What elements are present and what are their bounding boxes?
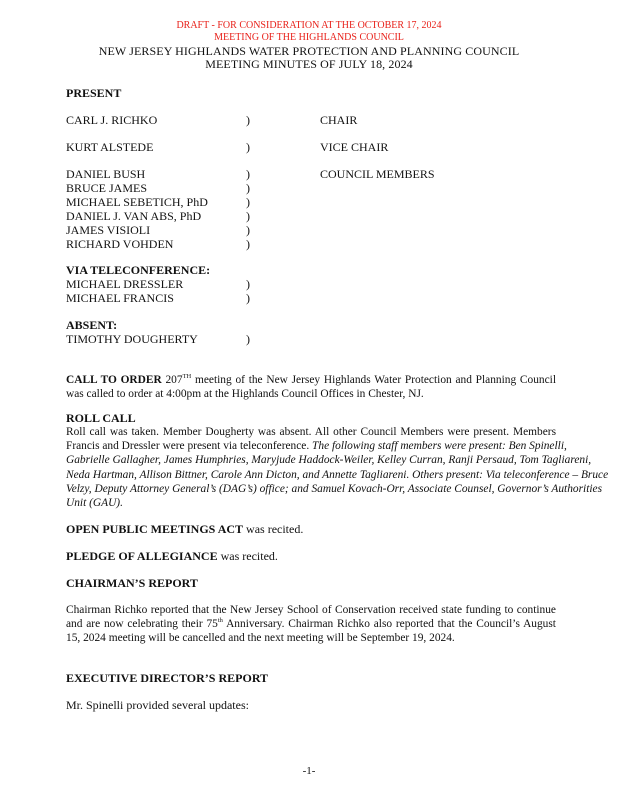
roll-call-line: Velzy, Deputy Attorney General’s (DAG’s) office; and Samuel Kovach-Orr, Associate Counsel, Governor’s Authorities xyxy=(66,482,603,495)
roll-call-paragraph xyxy=(66,425,609,510)
pledge-text: was recited. xyxy=(217,549,278,563)
bracket: ) xyxy=(246,332,250,346)
roll-call-line: Unit (GAU). xyxy=(66,497,123,510)
member-name: JAMES VISIOLI xyxy=(66,223,151,237)
member-name: RICHARD VOHDEN xyxy=(66,237,174,251)
draft-notice-line-1: DRAFT - FOR CONSIDERATION AT THE OCTOBER 17, 2024 xyxy=(176,20,442,31)
chairman-report-line: 15, 2024 meeting will be cancelled and the next meeting will be September 19, 2024. xyxy=(66,632,455,645)
bracket: ) xyxy=(246,277,250,291)
call-to-order-paragraph xyxy=(66,373,556,401)
chairman-report-text: Anniversary. Chairman Richko also reported that the Council’s August xyxy=(222,618,556,631)
chair-role: CHAIR xyxy=(320,113,358,127)
roll-call-line: Gabrielle Gallagher, James Humphries, Maryjude Haddock-Weiler, Kelley Curran, Ranji Persaud, Tom Tagliareni, xyxy=(66,454,592,467)
bracket: ) xyxy=(246,195,250,209)
teleconference-heading: VIA TELECONFERENCE: xyxy=(66,263,211,277)
bracket: ) xyxy=(246,140,250,154)
ordinal-suffix: th xyxy=(217,617,223,625)
ordinal-suffix: TH xyxy=(182,373,192,380)
roll-call-line: Neda Hartman, Allison Bittner, Carole Ann Dicton, and Annette Tagliareni. Others present: Via teleconference – Bruce xyxy=(66,468,609,481)
meeting-number: 207 xyxy=(165,374,183,386)
chairman-report-line: Chairman Richko reported that the New Jersey School of Conservation received state funding to continue xyxy=(66,604,556,616)
absent-heading: ABSENT: xyxy=(66,318,118,332)
bracket: ) xyxy=(246,181,250,195)
member-name: DANIEL J. VAN ABS, PhD xyxy=(66,209,202,223)
council-members-role: COUNCIL MEMBERS xyxy=(320,167,435,181)
roll-call-text: Francis and Dressler were present via teleconference. xyxy=(66,440,313,453)
chairman-report-heading: CHAIRMAN’S REPORT xyxy=(66,576,198,590)
pledge-heading: PLEDGE OF ALLEGIANCE xyxy=(66,549,218,563)
call-to-order-text: meeting of the New Jersey Highlands Water Protection and Planning Council xyxy=(191,374,556,386)
chairman-report-paragraph xyxy=(66,603,556,646)
staff-present-text: The following staff members were present: Ben Spinelli, xyxy=(312,440,567,453)
bracket: ) xyxy=(246,167,250,181)
bracket: ) xyxy=(246,209,250,223)
teleconference-member: MICHAEL FRANCIS xyxy=(66,291,174,305)
call-to-order-line: was called to order at 4:00pm at the Highlands Council Offices in Chester, NJ. xyxy=(66,388,424,401)
member-name: MICHAEL SEBETICH, PhD xyxy=(66,195,208,209)
page-number: -1- xyxy=(302,765,316,777)
chairman-report-text: and are now celebrating their 75 xyxy=(66,618,218,631)
chair-name: CARL J. RICHKO xyxy=(66,113,158,127)
bracket: ) xyxy=(246,291,250,305)
member-name: DANIEL BUSH xyxy=(66,167,146,181)
executive-director-heading: EXECUTIVE DIRECTOR’S REPORT xyxy=(66,671,269,685)
roll-call-heading: ROLL CALL xyxy=(66,411,136,425)
open-meetings-heading: OPEN PUBLIC MEETINGS ACT xyxy=(66,522,244,536)
document-subtitle: MEETING MINUTES OF JULY 18, 2024 xyxy=(205,57,413,71)
member-name: BRUCE JAMES xyxy=(66,181,148,195)
pledge-line xyxy=(66,549,278,563)
bracket: ) xyxy=(246,113,250,127)
bracket: ) xyxy=(246,237,250,251)
open-meetings-line xyxy=(66,522,303,536)
document-title: NEW JERSEY HIGHLANDS WATER PROTECTION AND PLANNING COUNCIL xyxy=(98,44,520,58)
open-meetings-text: was recited. xyxy=(243,522,304,536)
bracket: ) xyxy=(246,223,250,237)
present-heading: PRESENT xyxy=(66,86,122,100)
roll-call-line: Roll call was taken. Member Dougherty was absent. All other Council Members were present. Members xyxy=(66,426,556,438)
absent-member: TIMOTHY DOUGHERTY xyxy=(66,332,198,346)
call-to-order-heading: CALL TO ORDER xyxy=(66,374,162,386)
draft-notice-line-2: MEETING OF THE HIGHLANDS COUNCIL xyxy=(214,32,404,43)
vice-chair-name: KURT ALSTEDE xyxy=(66,140,154,154)
vice-chair-role: VICE CHAIR xyxy=(320,140,389,154)
teleconference-member: MICHAEL DRESSLER xyxy=(66,277,184,291)
executive-director-text: Mr. Spinelli provided several updates: xyxy=(66,698,249,712)
